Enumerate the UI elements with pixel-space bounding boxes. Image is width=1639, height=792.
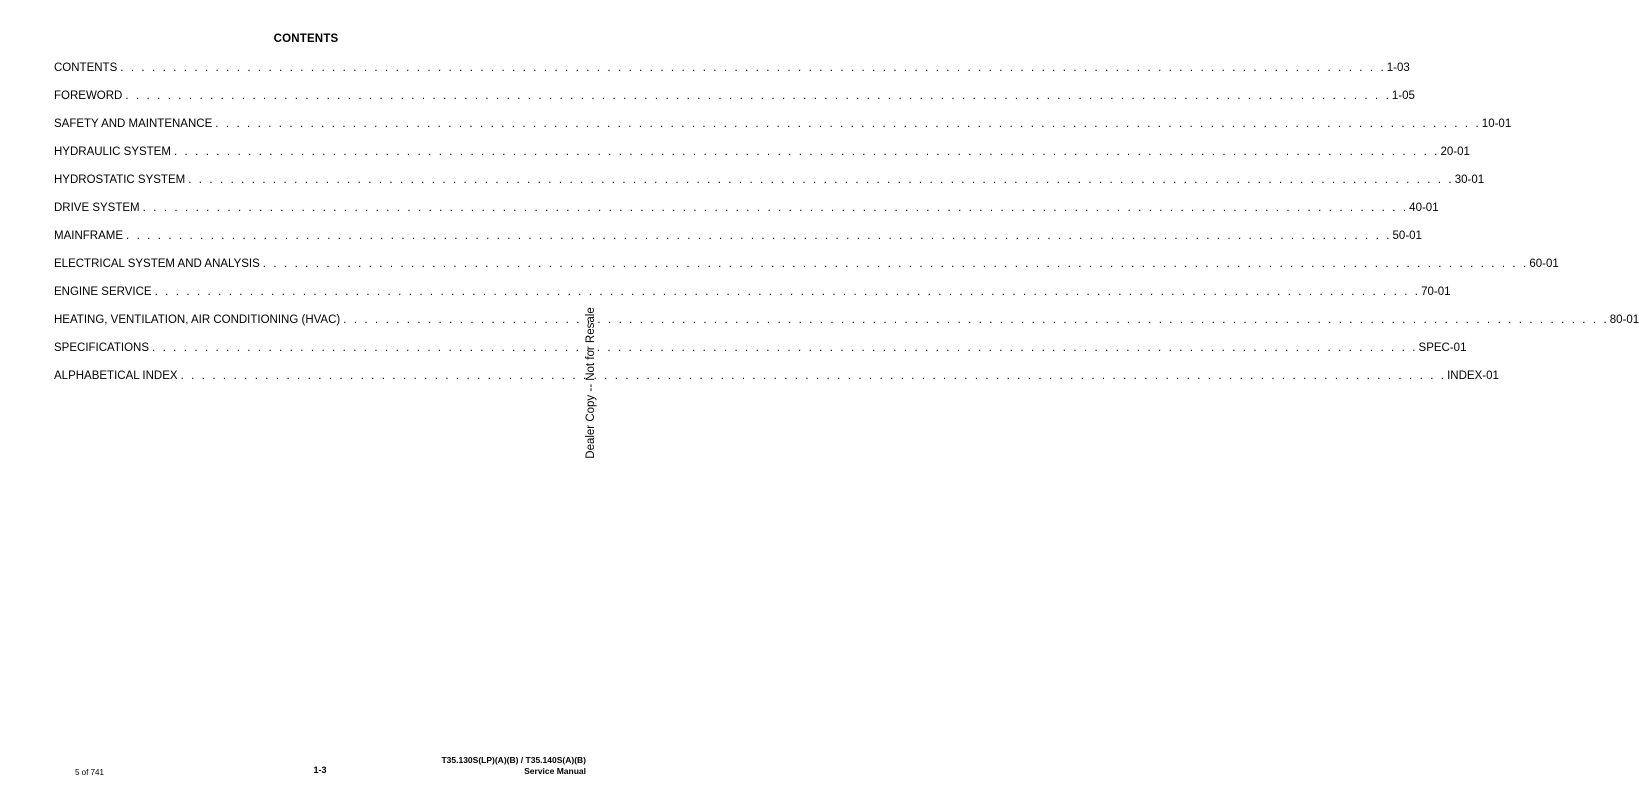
toc-entry-page: 80-01 xyxy=(1609,314,1639,326)
toc-entry-label: ENGINE SERVICE xyxy=(54,286,152,298)
toc-entry[interactable] xyxy=(54,257,1559,285)
toc-dot-leader: . . . . . . . . . . . . . . . . . . . . . . . . . . . . . . . . . . . . . . . . . . . . . . . . . . . . . . . . . . . . . . . . . . . . . . . . . . . . . . . . . . . . . . . . . . . . . . . . . . . . . . . . . . . . . . . . . . . . . . . . xyxy=(180,370,1447,382)
toc-dot-leader: . . . . . . . . . . . . . . . . . . . . . . . . . . . . . . . . . . . . . . . . . . . . . . . . . . . . . . . . . . . . . . . . . . . . . . . . . . . . . . . . . . . . . . . . . . . . . . . . . . . . . . . . . . . . . . . . . . . . . . . . xyxy=(142,202,1409,214)
toc-entry-page: SPEC-01 xyxy=(1418,342,1467,354)
toc-entry-label: CONTENTS xyxy=(54,62,118,74)
toc-entry[interactable] xyxy=(54,145,1470,173)
toc-entry[interactable] xyxy=(54,201,1439,229)
toc-entry-page: 30-01 xyxy=(1454,174,1485,186)
toc-entry-label: FOREWORD xyxy=(54,90,123,102)
toc-entry-label: HYDROSTATIC SYSTEM xyxy=(54,174,186,186)
toc-dot-leader: . . . . . . . . . . . . . . . . . . . . . . . . . . . . . . . . . . . . . . . . . . . . . . . . . . . . . . . . . . . . . . . . . . . . . . . . . . . . . . . . . . . . . . . . . . . . . . . . . . . . . . . . . . . . . . . . . . . . . . . . xyxy=(126,230,1392,242)
toc-dot-leader: . . . . . . . . . . . . . . . . . . . . . . . . . . . . . . . . . . . . . . . . . . . . . . . . . . . . . . . . . . . . . . . . . . . . . . . . . . . . . . . . . . . . . . . . . . . . . . . . . . . . . . . . . . . . . . . . . . . . . . . . xyxy=(173,146,1440,158)
toc-entry-page: 70-01 xyxy=(1421,286,1451,298)
watermark: Dealer Copy -- Not for Resale xyxy=(585,307,597,459)
toc-entry-page: 1-05 xyxy=(1391,90,1415,102)
toc-entry[interactable] xyxy=(54,173,1485,201)
toc-entry[interactable] xyxy=(54,89,1415,117)
toc-dot-leader: . . . . . . . . . . . . . . . . . . . . . . . . . . . . . . . . . . . . . . . . . . . . . . . . . . . . . . . . . . . . . . . . . . . . . . . . . . . . . . . . . . . . . . . . . . . . . . . . . . . . . . . . . . . . . . . . . . . . . . . . xyxy=(215,118,1481,130)
toc-entry-page: 40-01 xyxy=(1409,202,1439,214)
toc-dot-leader: . . . . . . . . . . . . . . . . . . . . . . . . . . . . . . . . . . . . . . . . . . . . . . . . . . . . . . . . . . . . . . . . . . . . . . . . . . . . . . . . . . . . . . . . . . . . . . . . . . . . . . . . . . . . . . . . . . . . . . . . xyxy=(188,174,1454,186)
toc-entry-label: MAINFRAME xyxy=(54,230,123,242)
toc-entry-label: SPECIFICATIONS xyxy=(54,342,149,354)
toc-entry-label: ALPHABETICAL INDEX xyxy=(54,370,178,382)
footer-model-name: T35.130S(LP)(A)(B) / T35.140S(A)(B) xyxy=(441,755,586,765)
toc-entry[interactable] xyxy=(54,61,1410,89)
toc-entry-page: 10-01 xyxy=(1481,118,1512,130)
toc-entry-page: 60-01 xyxy=(1529,258,1559,270)
toc-entry[interactable] xyxy=(54,341,1467,369)
toc-entry-page: INDEX-01 xyxy=(1447,370,1499,382)
toc-entry-label: HYDRAULIC SYSTEM xyxy=(54,146,171,158)
toc-entry-label: SAFETY AND MAINTENANCE xyxy=(54,118,213,130)
footer-model xyxy=(441,755,586,777)
toc-dot-leader: . . . . . . . . . . . . . . . . . . . . . . . . . . . . . . . . . . . . . . . . . . . . . . . . . . . . . . . . . . . . . . . . . . . . . . . . . . . . . . . . . . . . . . . . . . . . . . . . . . . . . . . . . . . . . . . . . . . . . . . . xyxy=(343,314,1609,326)
footer-page-number: 1-3 xyxy=(313,765,327,775)
toc-entry[interactable] xyxy=(54,313,1639,341)
toc-entry-label: ELECTRICAL SYSTEM AND ANALYSIS xyxy=(54,258,260,270)
toc-entry-page: 50-01 xyxy=(1392,230,1422,242)
toc-entry[interactable] xyxy=(54,117,1512,145)
toc-entry-label: DRIVE SYSTEM xyxy=(54,202,140,214)
footer-page-count: 5 of 741 xyxy=(75,768,104,777)
toc-dot-leader: . . . . . . . . . . . . . . . . . . . . . . . . . . . . . . . . . . . . . . . . . . . . . . . . . . . . . . . . . . . . . . . . . . . . . . . . . . . . . . . . . . . . . . . . . . . . . . . . . . . . . . . . . . . . . . . . . . . . . . . . xyxy=(262,258,1529,270)
toc-entry[interactable] xyxy=(54,369,1499,397)
toc-entry-page: 1-03 xyxy=(1386,62,1410,74)
toc-entry-label: HEATING, VENTILATION, AIR CONDITIONING (HVAC) xyxy=(54,314,341,326)
toc-entry[interactable] xyxy=(54,229,1422,257)
toc-entry-page: 20-01 xyxy=(1440,146,1470,158)
footer-manual-name: Service Manual xyxy=(524,766,586,776)
toc-dot-leader: . . . . . . . . . . . . . . . . . . . . . . . . . . . . . . . . . . . . . . . . . . . . . . . . . . . . . . . . . . . . . . . . . . . . . . . . . . . . . . . . . . . . . . . . . . . . . . . . . . . . . . . . . . . . . . . . . . . . . . . . xyxy=(120,62,1386,74)
page-title: CONTENTS xyxy=(273,33,339,45)
toc-entry[interactable] xyxy=(54,285,1451,313)
toc-dot-leader: . . . . . . . . . . . . . . . . . . . . . . . . . . . . . . . . . . . . . . . . . . . . . . . . . . . . . . . . . . . . . . . . . . . . . . . . . . . . . . . . . . . . . . . . . . . . . . . . . . . . . . . . . . . . . . . . . . . . . . . . xyxy=(154,286,1421,298)
toc-dot-leader: . . . . . . . . . . . . . . . . . . . . . . . . . . . . . . . . . . . . . . . . . . . . . . . . . . . . . . . . . . . . . . . . . . . . . . . . . . . . . . . . . . . . . . . . . . . . . . . . . . . . . . . . . . . . . . . . . . . . . . . . xyxy=(152,342,1418,354)
toc-dot-leader: . . . . . . . . . . . . . . . . . . . . . . . . . . . . . . . . . . . . . . . . . . . . . . . . . . . . . . . . . . . . . . . . . . . . . . . . . . . . . . . . . . . . . . . . . . . . . . . . . . . . . . . . . . . . . . . . . . . . . . . . xyxy=(125,90,1391,102)
